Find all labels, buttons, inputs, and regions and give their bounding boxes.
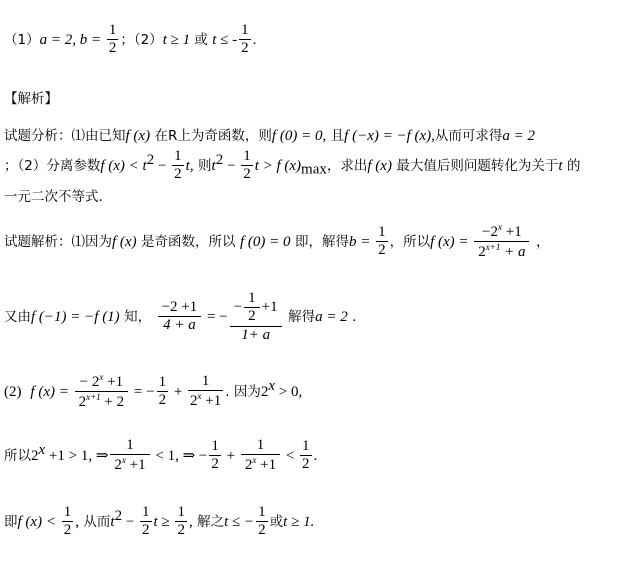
answer-separator: ；（2） [120,31,163,48]
answer-part2-expr: t ≥ 1 [162,31,191,48]
analysis-line-1: 试题分析：⑴由已知f (x) 在R上为奇函数，则f (0) = 0, 且f (−x) = −f (x),从而可求得a = 2 [4,128,536,144]
answer-line: （1）a = 2, b = $\frac{1}{2}$ ；（2）t ≥ 1 或 t ≤ - $\frac{1}{2}$ . [4,22,257,57]
answer-part1-expr: a = 2, b = [39,31,105,48]
solution-line-1: 试题解析：⑴因为f (x) 是奇函数，所以 f (0) = 0 即，解得b = $\frac{1}{2}$ ，所以f (x) = $\frac{-2^x +1}{2^{x+1} + a}$ ， [4,222,550,261]
solution-line-4: 所以$2^x +1 > 1$, ⇒ $\frac{1}{2^x +1}$ < 1, ⇒ − $\frac{1}{2}$ + $\frac{1}{2^x +1}$ < $\frac{1}{2}$ . [4,437,318,474]
answer-b-fraction: $\frac{1}{2}$ [108,22,117,57]
analysis-heading: 【解析】 [4,91,58,107]
solution-line-2: 又由f (−1) = −f (1) 知， $\frac{-2 +1}{4 + a}$ = − − $\frac{1}{2}$ +1 1+ a 解得a = 2 ． [4,290,366,343]
answer-t-fraction: $\frac{1}{2}$ [241,22,249,57]
analysis-line-3: 一元二次不等式. [4,189,103,205]
analysis-line-2: ；（2）分离参数f $(x) < t^2$ − $\frac{1}{2}$ t, 则$t^2$ − $\frac{1}{2}$ t > f $(x)_{max}$，求出f (x) 最大值后则问题转化为关于t 的 [4,148,581,183]
solution-line-5: 即f (x) < $\frac{1}{2}$ , 从而$t^2$ − $\frac{1}{2}$ t ≥ $\frac{1}{2}$ , 解之t ≤ − $\frac{1}{2}$ 或t ≥ 1. [4,504,315,539]
answer-part1-label: （1） [4,31,40,48]
solution-line-3: (2) f (x) = $\frac{- 2^x +1}{2^{x+1} + 2}$ = − $\frac{1}{2}$ + $\frac{1}{2^x +1}$ . 因为$2^x > 0$, [4,372,303,411]
